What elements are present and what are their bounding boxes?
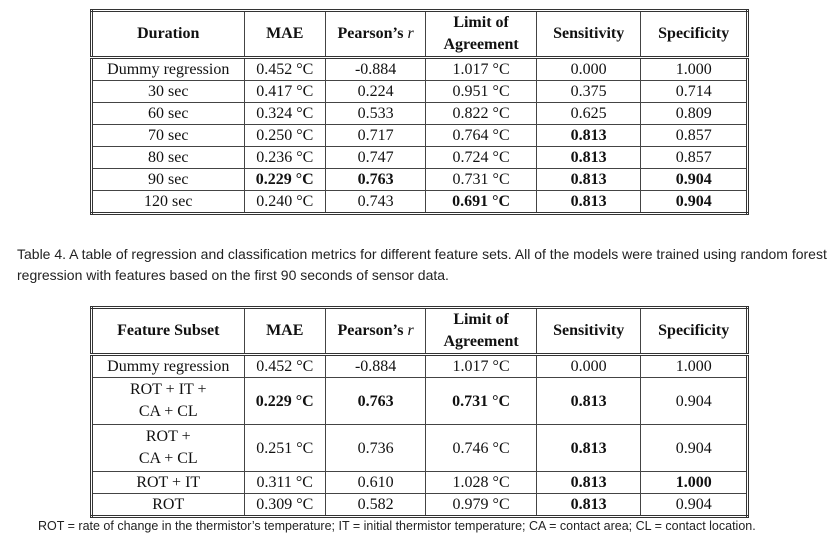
- header-mae: MAE: [244, 308, 325, 355]
- cell-r: 0.610: [325, 472, 425, 494]
- cell-r: 0.763: [325, 378, 425, 425]
- cell-r: 0.533: [325, 103, 425, 125]
- table-row: [92, 125, 748, 147]
- cell-loa: 0.731 °C: [426, 378, 537, 425]
- cell-label-line2: CA + CL: [138, 403, 198, 420]
- table-row: [92, 355, 748, 378]
- table-row: [92, 81, 748, 103]
- cell-specificity: 0.809: [641, 103, 748, 125]
- cell-specificity: 0.904: [641, 191, 748, 214]
- cell-sensitivity: 0.813: [536, 125, 640, 147]
- cell-sensitivity: 0.000: [536, 355, 640, 378]
- table-row: [92, 58, 748, 81]
- header-sensitivity: Sensitivity: [536, 308, 640, 355]
- cell-mae: 0.309 °C: [244, 494, 325, 517]
- cell-label: ROT + IT: [92, 472, 245, 494]
- header-specificity: Specificity: [641, 11, 748, 58]
- header-pearson-var: r: [407, 322, 414, 339]
- feature-subset-metrics-table: [90, 306, 749, 518]
- header-mae: MAE: [244, 11, 325, 58]
- cell-label: 70 sec: [92, 125, 245, 147]
- cell-label: 120 sec: [92, 191, 245, 214]
- cell-loa: 0.951 °C: [426, 81, 537, 103]
- cell-r: 0.717: [325, 125, 425, 147]
- cell-mae: 0.452 °C: [244, 355, 325, 378]
- header-limit-of-agreement: [426, 11, 537, 58]
- header-loa-line1: Limit of: [453, 311, 509, 328]
- cell-mae: 0.417 °C: [244, 81, 325, 103]
- cell-sensitivity: 0.813: [536, 191, 640, 214]
- cell-sensitivity: 0.813: [536, 494, 640, 517]
- duration-metrics-table: [90, 9, 749, 215]
- table-row: [92, 169, 748, 191]
- cell-label-line1: ROT +: [145, 428, 191, 445]
- cell-mae: 0.229 °C: [244, 378, 325, 425]
- cell-label: 80 sec: [92, 147, 245, 169]
- header-limit-of-agreement: [426, 308, 537, 355]
- table-row: [92, 472, 748, 494]
- table-row: [92, 425, 748, 472]
- cell-sensitivity: 0.813: [536, 147, 640, 169]
- table-row: [92, 103, 748, 125]
- cell-specificity: 0.714: [641, 81, 748, 103]
- cell-r: 0.743: [325, 191, 425, 214]
- table-row: [92, 147, 748, 169]
- cell-loa: 0.724 °C: [426, 147, 537, 169]
- cell-specificity: 1.000: [641, 58, 748, 81]
- cell-sensitivity: 0.813: [536, 378, 640, 425]
- cell-mae: 0.240 °C: [244, 191, 325, 214]
- header-pearson-r: [325, 11, 425, 58]
- cell-specificity: 1.000: [641, 472, 748, 494]
- header-sensitivity: Sensitivity: [536, 11, 640, 58]
- cell-loa: 0.746 °C: [426, 425, 537, 472]
- cell-specificity: 0.904: [641, 378, 748, 425]
- header-duration: Duration: [92, 11, 245, 58]
- header-pearson-r: [325, 308, 425, 355]
- header-loa-line2: Agreement: [443, 36, 519, 53]
- cell-loa: 1.028 °C: [426, 472, 537, 494]
- table-caption: Table 4. A table of regression and classification metrics for different feature sets. All of the models were trained using random forest regression with features based on the first 90 seconds of sensor data.: [17, 246, 827, 283]
- cell-loa: 0.691 °C: [426, 191, 537, 214]
- header-pearson-label: Pearson’s: [337, 322, 408, 339]
- cell-label: ROT: [92, 494, 245, 517]
- cell-label: 60 sec: [92, 103, 245, 125]
- cell-mae: 0.251 °C: [244, 425, 325, 472]
- cell-label-line1: ROT + IT +: [129, 381, 207, 398]
- cell-loa: 0.822 °C: [426, 103, 537, 125]
- cell-r: -0.884: [325, 355, 425, 378]
- cell-mae: 0.324 °C: [244, 103, 325, 125]
- cell-sensitivity: 0.375: [536, 81, 640, 103]
- cell-r: 0.582: [325, 494, 425, 517]
- cell-loa: 0.764 °C: [426, 125, 537, 147]
- cell-mae: 0.250 °C: [244, 125, 325, 147]
- header-loa-line2: Agreement: [443, 333, 519, 350]
- cell-sensitivity: 0.813: [536, 472, 640, 494]
- cell-label: [92, 378, 245, 425]
- cell-label: [92, 425, 245, 472]
- table-header-row: [92, 308, 748, 355]
- cell-loa: 0.979 °C: [426, 494, 537, 517]
- cell-label: 90 sec: [92, 169, 245, 191]
- cell-r: 0.747: [325, 147, 425, 169]
- header-pearson-label: Pearson’s: [337, 25, 408, 42]
- cell-r: -0.884: [325, 58, 425, 81]
- table-footnote: ROT = rate of change in the thermistor’s temperature; IT = initial thermistor temperature; CA = contact area; CL = contact location.: [38, 519, 756, 533]
- cell-label: Dummy regression: [92, 355, 245, 378]
- header-loa-line1: Limit of: [453, 14, 509, 31]
- cell-sensitivity: 0.000: [536, 58, 640, 81]
- table-header-row: [92, 11, 748, 58]
- cell-loa: 1.017 °C: [426, 355, 537, 378]
- cell-sensitivity: 0.625: [536, 103, 640, 125]
- cell-mae: 0.452 °C: [244, 58, 325, 81]
- cell-specificity: 0.904: [641, 425, 748, 472]
- header-feature-subset: Feature Subset: [92, 308, 245, 355]
- table-row: [92, 191, 748, 214]
- cell-loa: 0.731 °C: [426, 169, 537, 191]
- cell-sensitivity: 0.813: [536, 425, 640, 472]
- cell-specificity: 1.000: [641, 355, 748, 378]
- cell-label: Dummy regression: [92, 58, 245, 81]
- cell-r: 0.224: [325, 81, 425, 103]
- cell-specificity: 0.904: [641, 169, 748, 191]
- cell-sensitivity: 0.813: [536, 169, 640, 191]
- cell-r: 0.736: [325, 425, 425, 472]
- cell-loa: 1.017 °C: [426, 58, 537, 81]
- cell-mae: 0.229 °C: [244, 169, 325, 191]
- cell-label-line2: CA + CL: [138, 450, 198, 467]
- table-row: [92, 378, 748, 425]
- header-specificity: Specificity: [641, 308, 748, 355]
- cell-specificity: 0.904: [641, 494, 748, 517]
- cell-mae: 0.311 °C: [244, 472, 325, 494]
- cell-label: 30 sec: [92, 81, 245, 103]
- cell-r: 0.763: [325, 169, 425, 191]
- header-pearson-var: r: [407, 25, 414, 42]
- cell-mae: 0.236 °C: [244, 147, 325, 169]
- cell-specificity: 0.857: [641, 125, 748, 147]
- table-row: [92, 494, 748, 517]
- cell-specificity: 0.857: [641, 147, 748, 169]
